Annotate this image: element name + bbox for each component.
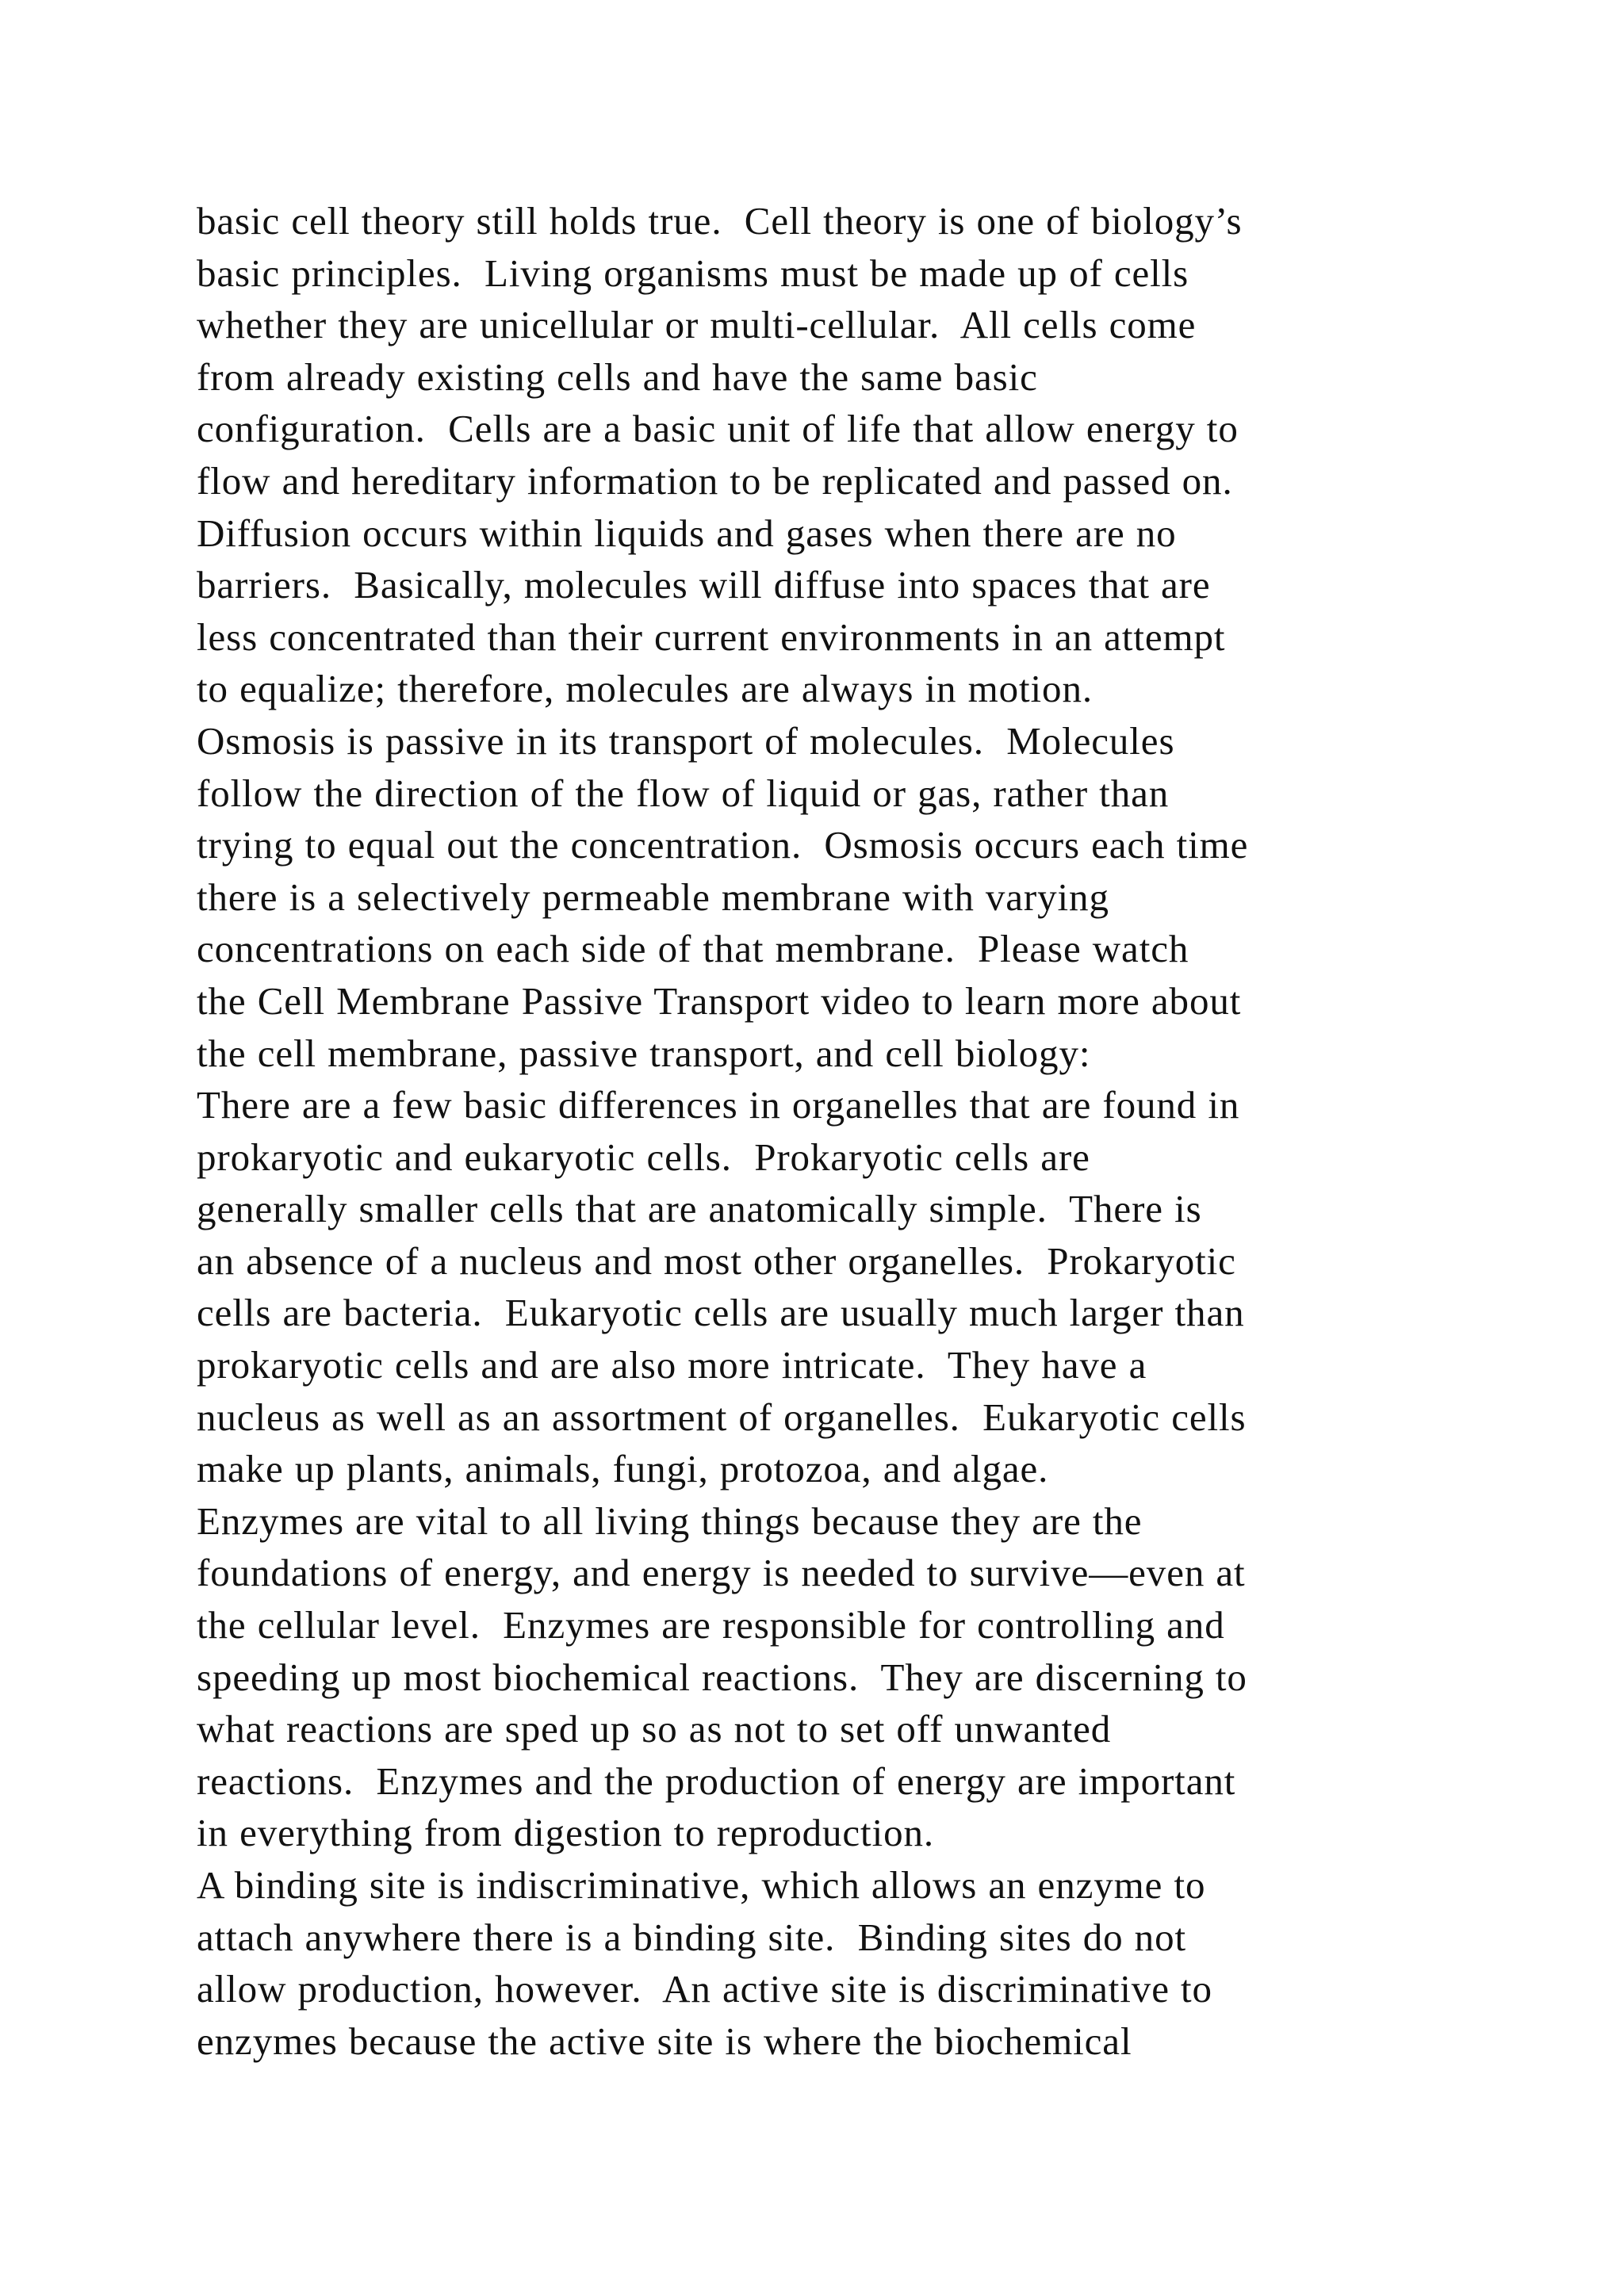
text-line: reactions. Enzymes and the production of energy are important [197, 1758, 1236, 1803]
text-line: cells are bacteria. Eukaryotic cells are usually much larger than [197, 1291, 1245, 1335]
text-line: basic principles. Living organisms must be made up of cells [197, 251, 1189, 295]
text-line: Osmosis is passive in its transport of molecules. Molecules [197, 718, 1175, 763]
text-line: prokaryotic cells and are also more intricate. They have a [197, 1343, 1147, 1387]
text-line: the cellular level. Enzymes are responsible for controlling and [197, 1603, 1225, 1647]
text-line: concentrations on each side of that membrane. Please watch [197, 927, 1189, 971]
text-line: There are a few basic differences in organelles that are found in [197, 1083, 1240, 1127]
text-line: trying to equal out the concentration. Osmosis occurs each time [197, 823, 1249, 867]
text-line: less concentrated than their current environments in an attempt [197, 614, 1226, 659]
text-line: configuration. Cells are a basic unit of life that allow energy to [197, 407, 1239, 451]
body-text [197, 195, 1497, 2067]
text-line: in everything from digestion to reproduction. [197, 1811, 935, 1855]
text-line: Diffusion occurs within liquids and gases when there are no [197, 511, 1177, 555]
text-line: A binding site is indiscriminative, which allows an enzyme to [197, 1863, 1206, 1907]
text-line: enzymes because the active site is where the biochemical [197, 2019, 1132, 2063]
text-line: flow and hereditary information to be replicated and passed on. [197, 458, 1233, 503]
text-line: whether they are unicellular or multi-cellular. All cells come [197, 303, 1197, 347]
text-line: Enzymes are vital to all living things because they are the [197, 1498, 1143, 1543]
text-line: attach anywhere there is a binding site. Binding sites do not [197, 1915, 1186, 1959]
text-line: there is a selectively permeable membrane with varying [197, 874, 1109, 919]
text-line: follow the direction of the flow of liquid or gas, rather than [197, 771, 1170, 815]
text-line: the Cell Membrane Passive Transport video to learn more about [197, 978, 1242, 1023]
text-line: basic cell theory still holds true. Cell theory is one of biology’s [197, 199, 1243, 243]
text-line: foundations of energy, and energy is needed to survive—even at [197, 1551, 1246, 1595]
text-line: make up plants, animals, fungi, protozoa, and algae. [197, 1447, 1049, 1491]
text-line: speeding up most biochemical reactions. They are discerning to [197, 1655, 1247, 1699]
text-line: allow production, however. An active site is discriminative to [197, 1967, 1212, 2011]
text-line: generally smaller cells that are anatomically simple. There is [197, 1187, 1202, 1231]
text-line: to equalize; therefore, molecules are always in motion. [197, 667, 1094, 711]
text-line: the cell membrane, passive transport, and cell biology: [197, 1031, 1091, 1075]
text-line: prokaryotic and eukaryotic cells. Prokaryotic cells are [197, 1135, 1090, 1179]
text-line: barriers. Basically, molecules will diffuse into spaces that are [197, 563, 1211, 607]
text-line: from already existing cells and have the same basic [197, 354, 1038, 399]
text-line: nucleus as well as an assortment of organelles. Eukaryotic cells [197, 1395, 1247, 1439]
text-line: what reactions are sped up so as not to set off unwanted [197, 1707, 1112, 1751]
text-line: an absence of a nucleus and most other organelles. Prokaryotic [197, 1238, 1236, 1283]
